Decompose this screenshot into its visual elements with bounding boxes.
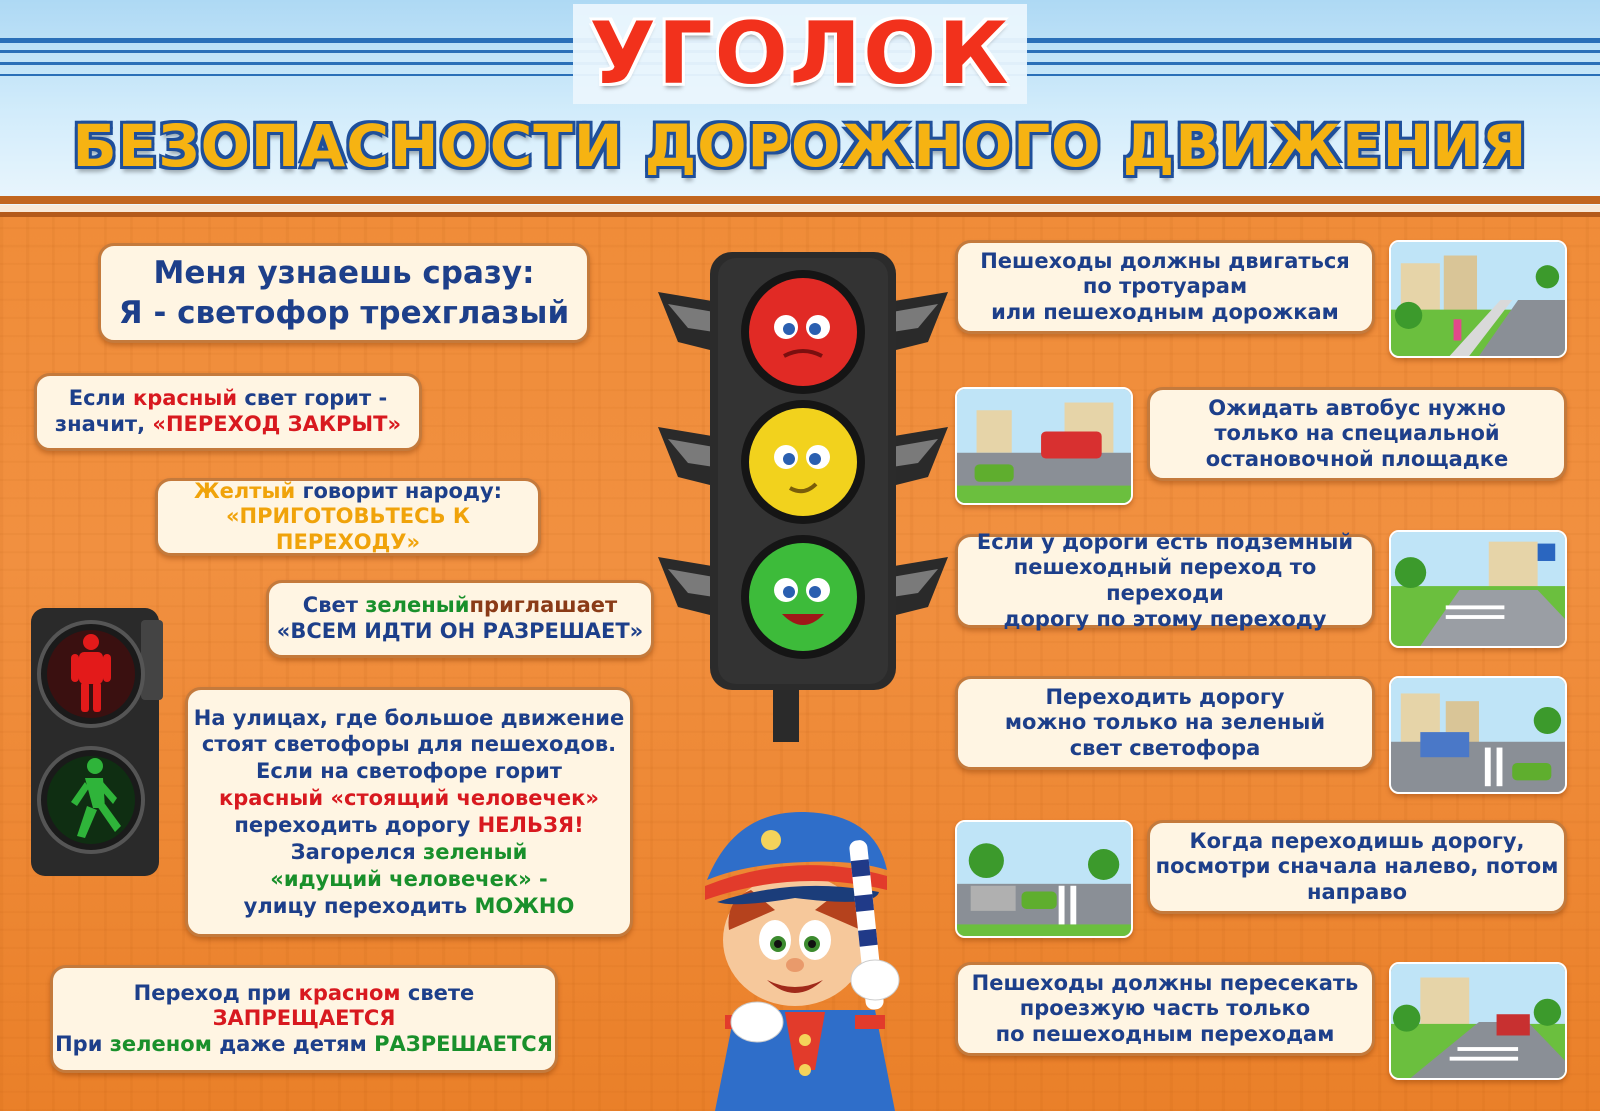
rule-line: Пешеходы должны пересекать (971, 970, 1359, 995)
ped-box-line: «идущий человечек» - (270, 866, 548, 891)
rule-line: по пешеходным переходам (995, 1021, 1335, 1046)
header-banner (0, 0, 1600, 205)
ped-box-line: Загорелся зеленый (290, 839, 528, 864)
rule-line: направо (1306, 879, 1408, 904)
intro-line: Меня узнаешь сразу: (153, 254, 535, 291)
ped-box-line: Если на светофоре горит (256, 759, 562, 784)
divider (0, 205, 1600, 212)
crossing-line: При зеленом даже детям РАЗРЕШАЕТСЯ (55, 1031, 553, 1056)
ped-box-line: улицу переходить МОЖНО (243, 893, 575, 918)
divider (0, 212, 1600, 217)
ped-box-line: На улицах, где большое движение (193, 705, 625, 730)
rule-line: можно только на зеленый (1004, 710, 1326, 735)
look-both-ways-scene-image (955, 820, 1133, 938)
rule-line: посмотри сначала налево, потом (1155, 854, 1559, 879)
red-light-box (34, 373, 422, 451)
pedestrian-light-icon (25, 602, 165, 882)
traffic-light-icon (658, 252, 948, 742)
rule-line: или пешеходным дорожкам (991, 299, 1339, 324)
rule-box (1147, 820, 1567, 914)
green-light-box (266, 580, 654, 658)
rule-line: Если у дороги есть подземный (976, 529, 1354, 554)
green-box-line: «ВСЕМ ИДТИ ОН РАЗРЕШАЕТ» (276, 619, 644, 643)
ped-box-line: красный «стоящий человечек» (219, 786, 599, 811)
rule-line: только на специальной (1214, 421, 1500, 446)
sidewalk-scene-image (1389, 240, 1567, 358)
rule-line: свет светофора (1069, 735, 1261, 760)
crossing-line: ЗАПРЕЩАЕТСЯ (212, 1006, 396, 1031)
rule-line: проезжую часть только (1019, 996, 1311, 1021)
page-title (0, 4, 1600, 104)
crossing-rule-box (50, 965, 558, 1073)
ped-box-line: стоят светофоры для пешеходов. (201, 732, 617, 757)
crossing-line: Переход при красном свете (133, 980, 475, 1005)
rule-box (955, 676, 1375, 770)
rule-line: Переходить дорогу (1045, 684, 1285, 709)
divider (0, 196, 1600, 204)
ped-box-line: переходить дорогу НЕЛЬЗЯ! (234, 813, 584, 837)
rule-line: Пешеходы должны двигаться (980, 248, 1350, 273)
yellow-light-box (155, 478, 541, 556)
pedestrian-light-box (185, 687, 633, 937)
rule-line: по тротуарам (1082, 274, 1248, 299)
rule-box (1147, 387, 1567, 481)
red-box-line: значит, «ПЕРЕХОД ЗАКРЫТ» (54, 412, 402, 436)
crosswalk-scene-image (1389, 962, 1567, 1080)
page-title-text: УГОЛОК (573, 4, 1026, 104)
rule-line: Когда переходишь дорогу, (1189, 828, 1525, 853)
rule-line: дорогу по этому переходу (1003, 606, 1327, 631)
yellow-box-line: Желтый говорит народу: (193, 478, 503, 503)
green-box-line: Свет зеленыйприглашает (302, 593, 618, 618)
rule-box (955, 529, 1375, 631)
rule-box (955, 962, 1375, 1056)
yellow-box-line: «ПРИГОТОВЬТЕСЬ К ПЕРЕХОДУ» (225, 504, 471, 554)
underpass-scene-image (1389, 530, 1567, 648)
traffic-officer-icon (665, 790, 950, 1111)
bus-stop-scene-image (955, 387, 1133, 505)
intro-line: Я - светофор трехглазый (118, 295, 570, 331)
rule-line: пешеходный переход то переходи (1013, 555, 1317, 605)
rule-line: остановочной площадке (1205, 446, 1509, 471)
red-box-line: Если красный свет горит - (68, 386, 388, 411)
intro-box (98, 243, 590, 343)
rule-box (955, 240, 1375, 334)
green-light-scene-image (1389, 676, 1567, 794)
rule-line: Ожидать автобус нужно (1208, 395, 1506, 420)
page-subtitle: БЕЗОПАСНОСТИ ДОРОЖНОГО ДВИЖЕНИЯ (72, 112, 1528, 180)
